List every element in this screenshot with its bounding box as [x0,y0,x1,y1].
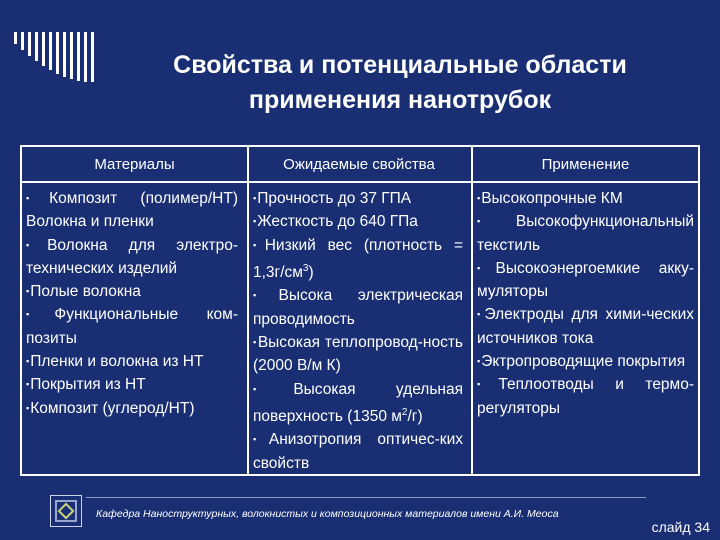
materials-column [26,187,238,420]
slide-title [130,48,670,118]
property-item: ▪ Высокая теплопровод-ность (2000 В/м К) [253,331,463,378]
department-logo-icon [50,495,82,527]
slide-title-line2: применения нанотрубок [248,86,552,114]
slide-number: слайд 34 [651,519,710,535]
material-item: ▪ Композит (полимер/НТ) Волокна и пленки [26,187,238,234]
header-properties: Ожидаемые свойства [283,156,435,173]
material-item: ▪ Пленки и волокна из НТ [26,350,238,373]
table-header [22,147,698,183]
property-item: ▪ Жесткость до 640 ГПа [253,210,463,233]
material-item: ▪ Полые волокна [26,280,238,303]
property-surface-text: Высокая удельная поверхность (1350 м [253,380,463,425]
application-item: ▪ Эктропроводящие покрытия [477,350,694,373]
application-item: ▪ Теплоотводы и термо-регуляторы [477,373,694,420]
material-item: ▪ Волокна для электро-технических изделий [26,234,238,281]
application-item: ▪ Высокопрочные КМ [477,187,694,210]
header-materials: Материалы [94,156,175,173]
property-item: ▪ Высока электрическая проводимость [253,284,463,331]
density-exponent: 3 [302,262,309,274]
slide-title-line1: Свойства и потенциальные области [173,51,627,79]
properties-table [20,145,700,476]
column-divider-2 [471,147,473,474]
footer-divider [86,497,646,498]
material-item: ▪ Композит (углерод/НТ) [26,397,238,420]
property-surface-close: /г) [407,407,423,425]
column-divider-1 [247,147,249,474]
property-item [253,234,463,285]
property-density-text: Низкий вес (плотность = 1,3г/см [253,236,463,282]
application-item: ▪ Высокофункциональный текстиль [477,210,694,257]
application-item: ▪ Высокоэнергоемкие акку-муляторы [477,257,694,304]
footer-department: Кафедра Наноструктурных, волокнистых и композиционных материалов имени А.И. Меоса [96,508,559,520]
applications-column [477,187,694,420]
property-item [253,378,463,429]
property-item: ▪ Анизотропия оптичес-ких свойств [253,428,463,475]
header-applications: Применение [541,156,630,173]
surface-exponent: 2 [401,406,408,418]
material-item: ▪ Покрытия из НТ [26,373,238,396]
decorative-bars [14,32,134,82]
application-item: ▪ Электроды для хими-ческих источников тока [477,303,694,350]
material-item: ▪ Функциональные ком-позиты [26,303,238,350]
properties-column [253,187,463,475]
property-item: ▪ Прочность до 37 ГПА [253,187,463,210]
property-density-close: ) [308,264,314,282]
